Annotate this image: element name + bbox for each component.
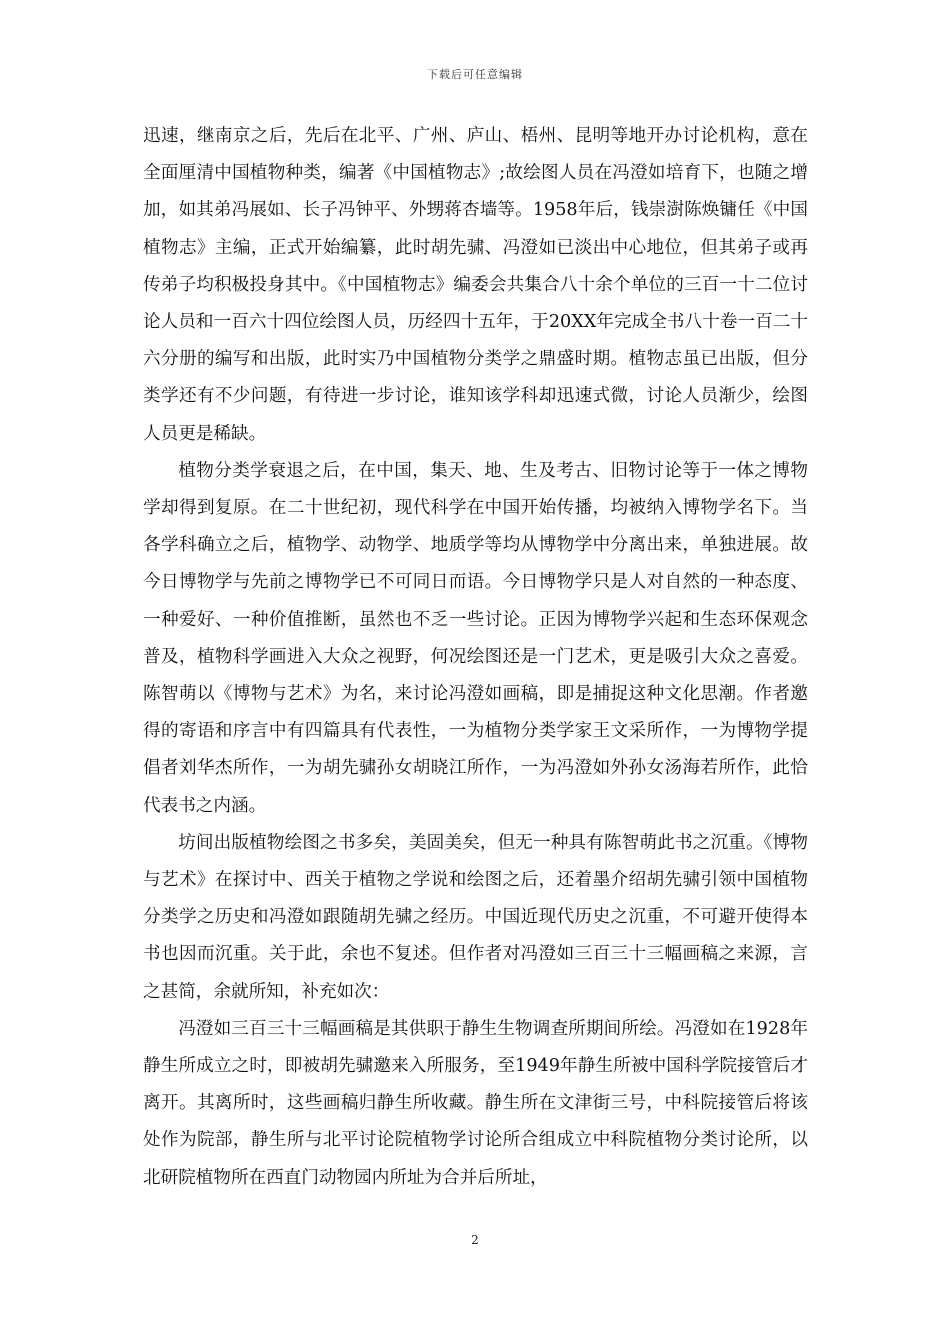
page-header: 下载后可任意编辑: [427, 68, 523, 81]
paragraph-3: 坊间出版植物绘图之书多矣，美固美矣，但无一种具有陈智萌此书之沉重。《博物与艺术》在探讨中、西关于植物之学说和绘图之后，还着墨介绍胡先骕引领中国植物分类学之历史和冯澄如跟随胡先骕之经历。中国近现代历史之沉重，不可避开使得本书也因而沉重。关于此，余也不复述。但作者对冯澄如三百三十三幅画稿之来源，言之甚简，余就所知，补充如次：: [143, 832, 808, 1002]
paragraph-4: 冯澄如三百三十三幅画稿是其供职于静生生物调查所期间所绘。冯澄如在1928年静生所成立之时，即被胡先骕邀来入所服务，至1949年静生所被中国科学院接管后才离开。其离所时，这些画稿归静生所收藏。静生所在文津街三号，中科院接管后将该处作为院部，静生所与北平讨论院植物学讨论所合组成立中科院植物分类讨论所，以北研院植物所在西直门动物园内所址为合并后所址，: [143, 1018, 808, 1188]
page-number: 2: [471, 1233, 479, 1247]
paragraph-1: 迅速，继南京之后，先后在北平、广州、庐山、梧州、昆明等地开办讨论机构，意在全面厘清中国植物种类，编著《中国植物志》;故绘图人员在冯澄如培育下，也随之增加，如其弟冯展如、长子冯钟平、外甥蒋杏墙等。1958年后，钱崇澍陈焕镛任《中国植物志》主编，正式开始编纂，此时胡先骕、冯澄如已淡出中心地位，但其弟子或再传弟子均积极投身其中。《中国植物志》编委会共集合八十余个单位的三百一十二位讨论人员和一百六十四位绘图人员，历经四十五年，于20XX年完成全书八十卷一百二十六分册的编写和出版，此时实乃中国植物分类学之鼎盛时期。植物志虽已出版，但分类学还有不少问题，有待进一步讨论，谁知该学科却迅速式微，讨论人员渐少，绘图人员更是稀缺。: [143, 126, 808, 444]
document-body: [143, 118, 808, 1197]
paragraph-2: 植物分类学衰退之后，在中国，集天、地、生及考古、旧物讨论等于一体之博物学却得到复原。在二十世纪初，现代科学在中国开始传播，均被纳入博物学名下。当各学科确立之后，植物学、动物学、地质学等均从博物学中分离出来，单独进展。故今日博物学与先前之博物学已不可同日而语。今日博物学只是人对自然的一种态度、一种爱好、一种价值推断，虽然也不乏一些讨论。正因为博物学兴起和生态环保观念普及，植物科学画进入大众之视野，何况绘图还是一门艺术，更是吸引大众之喜爱。陈智萌以《博物与艺术》为名，来讨论冯澄如画稿，即是捕捉这种文化思潮。作者邀得的寄语和序言中有四篇具有代表性，一为植物分类学家王文采所作，一为博物学提倡者刘华杰所作，一为胡先骕孙女胡晓江所作，一为冯澄如外孙女汤海若所作，此恰代表书之内涵。: [143, 460, 808, 816]
